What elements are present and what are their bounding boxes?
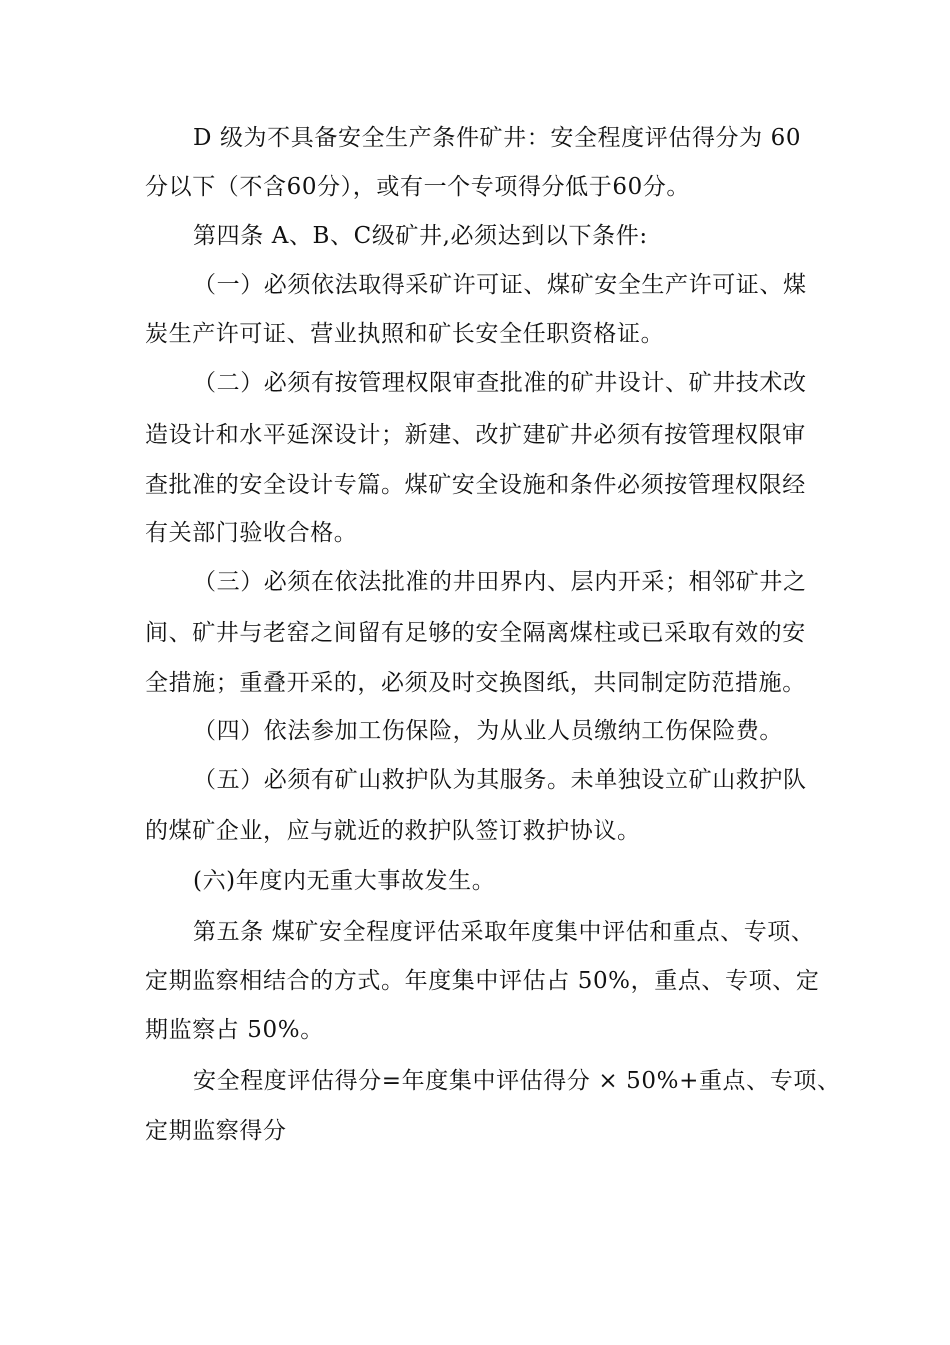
condition-3-line: （三）必须在依法批准的井田界内、层内开采；相邻矿井之 [193, 569, 807, 595]
condition-2-cont-3: 有关部门验收合格。 [145, 520, 358, 546]
condition-2-cont-2: 查批准的安全设计专篇。煤矿安全设施和条件必须按管理权限经 [145, 472, 806, 498]
condition-5-line: （五）必须有矿山救护队为其服务。未单独设立矿山救护队 [193, 767, 807, 793]
article-5-heading: 第五条 煤矿安全程度评估采取年度集中评估和重点、专项、 [193, 919, 815, 945]
article-4-heading: 第四条 A、B、C级矿井,必须达到以下条件: [193, 223, 648, 249]
condition-6-line: (六)年度内无重大事故发生。 [193, 868, 496, 894]
condition-5-cont: 的煤矿企业，应与就近的救护队签订救护协议。 [145, 818, 641, 844]
condition-1-cont: 炭生产许可证、营业执照和矿长安全任职资格证。 [145, 321, 665, 347]
text-line-d-level: D 级为不具备安全生产条件矿井：安全程度评估得分为 60 [193, 125, 802, 151]
condition-3-cont-1: 间、矿井与老窑之间留有足够的安全隔离煤柱或已采取有效的安 [145, 620, 806, 646]
text-line-d-level-cont: 分以下（不含60分），或有一个专项得分低于60分。 [145, 174, 691, 200]
condition-2-cont-1: 造设计和水平延深设计；新建、改扩建矿井必须有按管理权限审 [145, 422, 806, 448]
article-5-cont-1: 定期监察相结合的方式。年度集中评估占 50%，重点、专项、定 [145, 968, 820, 994]
condition-2-line: （二）必须有按管理权限审查批准的矿井设计、矿井技术改 [193, 370, 807, 396]
score-formula-cont: 定期监察得分 [145, 1118, 287, 1144]
condition-1-line: （一）必须依法取得采矿许可证、煤矿安全生产许可证、煤 [193, 272, 807, 298]
article-5-cont-2: 期监察占 50%。 [145, 1017, 324, 1043]
condition-4-line: （四）依法参加工伤保险，为从业人员缴纳工伤保险费。 [193, 718, 783, 744]
score-formula-line: 安全程度评估得分=年度集中评估得分 × 50%+重点、专项、 [193, 1068, 841, 1094]
condition-3-cont-2: 全措施；重叠开采的，必须及时交换图纸，共同制定防范措施。 [145, 670, 806, 696]
